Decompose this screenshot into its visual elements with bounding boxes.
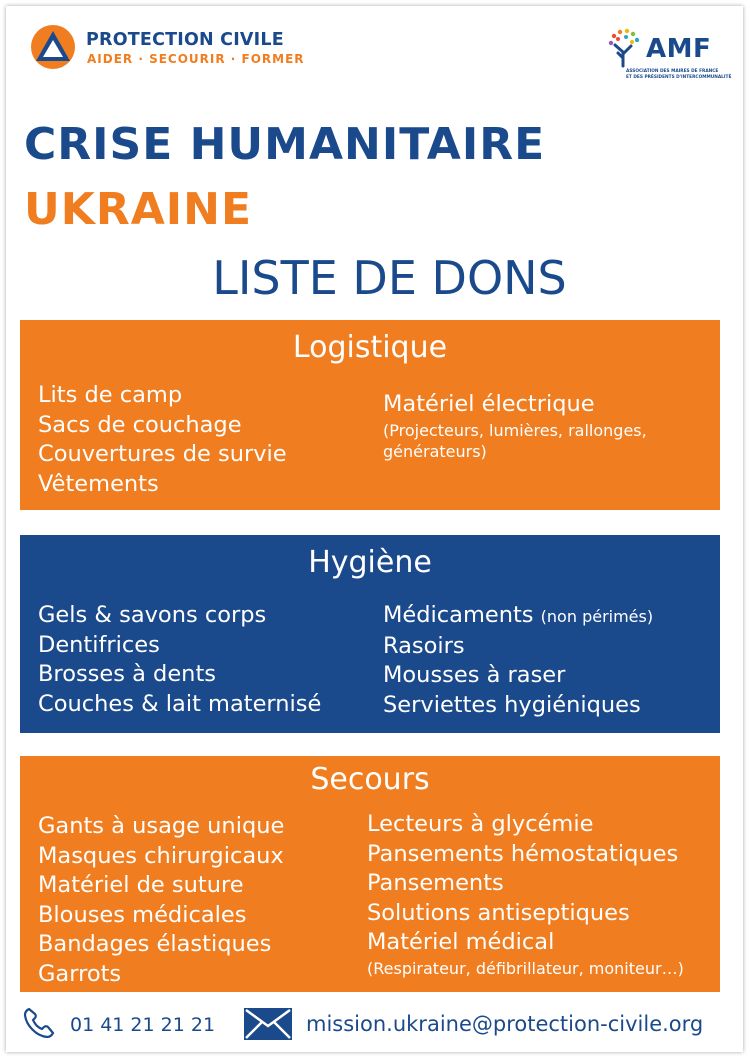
section-logistique (20, 320, 720, 510)
list-item: Sacs de couchage (38, 411, 242, 438)
list-item: Vêtements (38, 470, 159, 497)
list-item: Rasoirs (383, 632, 465, 659)
email-address[interactable]: mission.ukraine@protection-civile.org (306, 1012, 704, 1036)
list-item: Gants à usage unique (38, 813, 285, 839)
envelope-icon (244, 1008, 292, 1040)
protection-civile-logo-icon (28, 24, 78, 70)
list-item: Serviettes hygiéniques (383, 691, 641, 718)
poster (6, 6, 743, 1052)
title-crise-humanitaire: CRISE HUMANITAIRE (24, 119, 546, 170)
list-item: Matériel électrique (383, 391, 595, 417)
section-hygiene (20, 535, 720, 733)
phone-number[interactable]: 01 41 21 21 21 (70, 1014, 216, 1036)
list-item: Bandages élastiques (38, 931, 272, 957)
list-item-note: (Projecteurs, lumières, rallonges, (383, 420, 647, 440)
hygiene-left-list (38, 601, 321, 719)
list-item: Pansements (367, 870, 504, 896)
list-item-note: (Respirateur, défibrillateur, moniteur…) (367, 958, 684, 978)
secours-right-list (367, 810, 684, 979)
amf-logo-text: AMF (646, 34, 712, 64)
section-secours (20, 756, 720, 992)
list-item: Brosses à dents (38, 661, 216, 687)
list-item: Mousses à raser (383, 662, 566, 688)
list-item: Gels & savons corps (38, 602, 267, 628)
title-ukraine: UKRAINE (24, 184, 253, 235)
list-item: Matériel de suture (38, 872, 244, 898)
org-tagline: AIDER · SECOURIR · FORMER (87, 52, 305, 66)
list-item: Dentifrices (38, 631, 160, 658)
logistique-right-list (383, 390, 647, 462)
list-item: Lecteurs à glycémie (367, 811, 594, 837)
list-item: Couvertures de survie (38, 441, 287, 467)
list-item: Blouses médicales (38, 901, 247, 928)
section-title-hygiene: Hygiène (308, 545, 432, 580)
logistique-left-list (38, 381, 287, 499)
hygiene-right-list (383, 601, 653, 720)
list-item: Solutions antiseptiques (367, 899, 630, 926)
secours-left-list (38, 812, 284, 989)
list-item: Garrots (38, 960, 122, 987)
list-item-note: générateurs) (383, 441, 487, 461)
list-item: Pansements hémostatiques (367, 840, 679, 867)
section-title-logistique: Logistique (292, 330, 448, 365)
amf-subtitle-line1: ASSOCIATION DES MAIRES DE FRANCE (626, 69, 719, 74)
list-item: Masques chirurgicaux (38, 842, 284, 869)
title-liste-de-dons: LISTE DE DONS (212, 251, 567, 305)
list-item-note: (non périmés) (540, 607, 654, 626)
list-item-label: Médicaments (383, 602, 534, 628)
amf-subtitle-line2: ET DES PRÉSIDENTS D'INTERCOMMUNALITÉ (626, 75, 732, 80)
list-item (383, 601, 653, 632)
list-item: Matériel médical (367, 929, 555, 955)
org-name: PROTECTION CIVILE (86, 30, 284, 50)
section-title-secours: Secours (310, 762, 430, 797)
list-item: Couches & lait maternisé (38, 690, 322, 717)
phone-icon (22, 1006, 56, 1040)
list-item: Lits de camp (38, 382, 183, 408)
